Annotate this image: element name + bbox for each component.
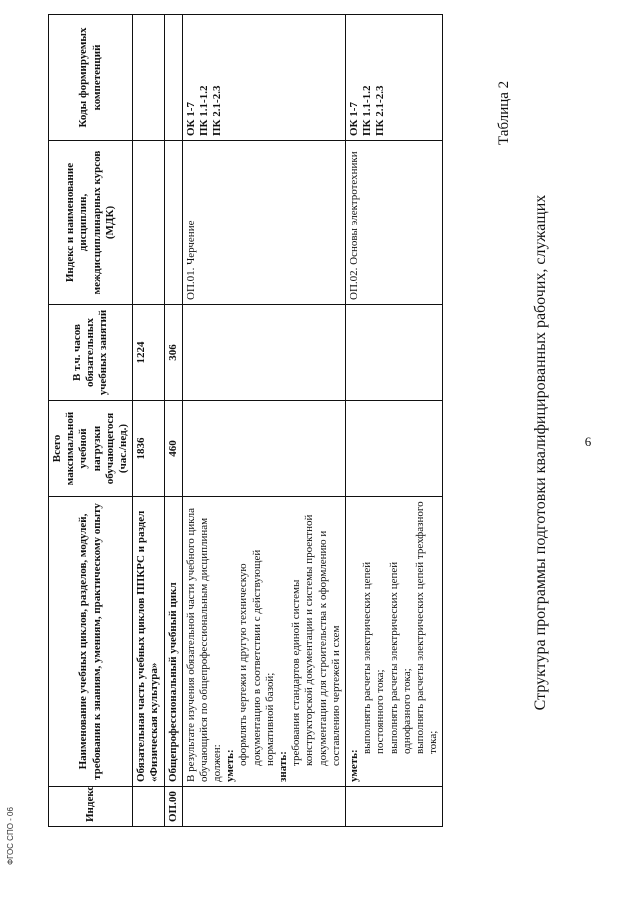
table-row [164,15,182,827]
op01-requirements [182,497,345,787]
document-title: Структура программы подготовки квалифицированных рабочих, служащих [532,194,549,711]
op01-intro: В результате изучения обязательной части учебного цикла обучающийся по общепрофессиональным дисциплинам должен: [184,508,224,782]
op02-discipline: ОП.02. Основы электротехники [345,141,442,305]
competence-code: ПК 1.1-1.2 [361,85,374,136]
header-required-hours: В т.ч. часов обязательных учебных занятий [49,305,133,401]
op01-umet-item: оформлять чертежи и другую техническую документацию в соответствии с действующей нормативной базой; [237,549,276,766]
op-required-hours: 306 [164,305,182,401]
op01-znat-label: знать: [277,751,289,782]
op02-requirements [345,497,442,787]
competence-code: ПК 2.1-2.3 [211,85,224,136]
competence-code: ПК 1.1-1.2 [197,85,210,136]
op01-discipline: ОП.01. Черчение [182,141,345,305]
header-discipline: Индекс и наименование дисциплин, междисциплинарных курсов (МДК) [49,141,133,305]
op01-umet-label: уметь: [224,749,237,782]
table-row [133,15,164,827]
header-max-load: Всего максимальной учебной нагрузки обучающегося (час./нед.) [49,401,133,497]
op01-competences [182,15,345,141]
op-max-load: 460 [164,401,182,497]
op02-item: выполнять расчеты электрических цепей однофазного тока; [387,561,413,754]
competence-code: ОК 1-7 [184,102,197,136]
header-competences: Коды формируемых компетенций [49,15,133,141]
table-row [345,15,442,827]
table-header-row [49,15,133,827]
op02-competences [345,15,442,141]
op-name: Общепрофессиональный учебный цикл [164,497,182,787]
competence-code: ПК 2.1-2.3 [374,85,387,136]
footer-label: ФГОС СПО - 06 [6,807,15,865]
page-number: 6 [584,433,592,449]
total-name: Обязательная часть учебных циклов ППКРС и раздел «Физическая культура» [133,497,164,787]
op01-znat-item: требования стандартов единой системы конструкторской документации и системы проектной документации для строительства к оформлению и составлению чертежей и схем [290,514,342,766]
competence-code: ОК 1-7 [347,102,360,136]
header-index: Индекс [49,787,133,827]
op02-item: выполнять расчеты электрических цепей трехфазного тока; [413,501,440,754]
op-index: ОП.00 [164,787,182,827]
total-required-hours: 1224 [133,305,164,401]
op02-umet-label: уметь: [347,749,360,782]
op02-item: выполнять расчеты электрических цепей постоянного тока; [361,561,387,754]
structure-table [48,14,443,827]
table-label: Таблица 2 [496,80,512,145]
total-max-load: 1836 [133,401,164,497]
header-name: Наименование учебных циклов, разделов, модулей, требования к знаниям, умениям, практическому опыту [49,497,133,787]
table-row [182,15,345,827]
